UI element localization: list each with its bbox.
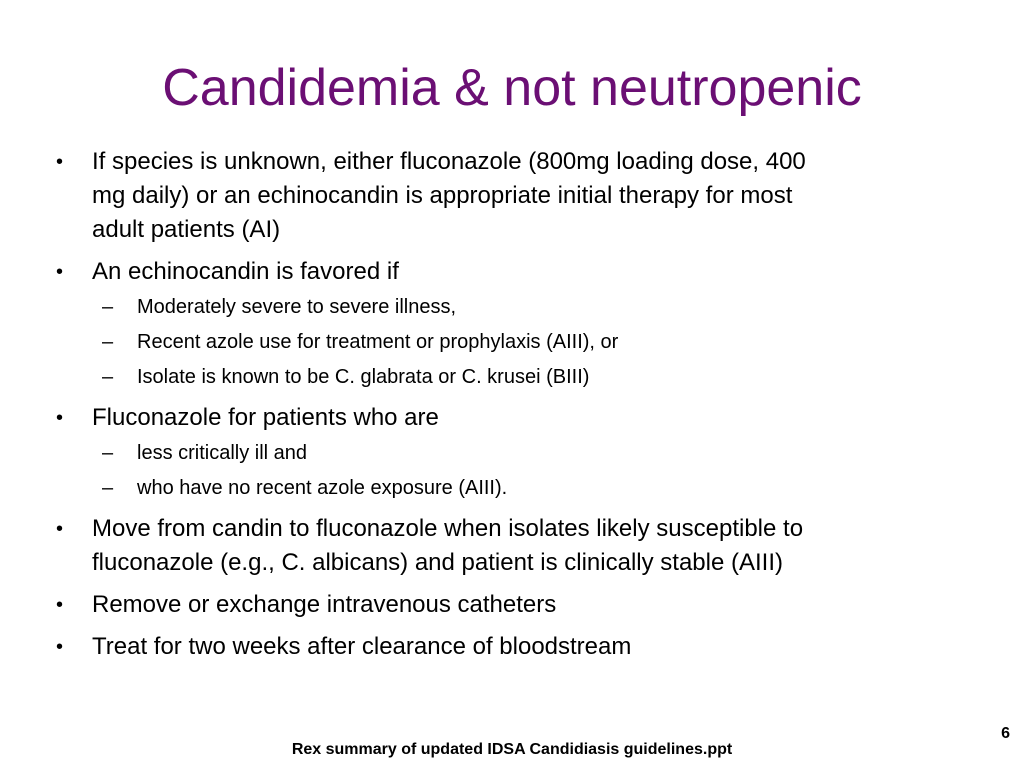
bullet-item xyxy=(56,630,956,664)
sub-bullet-item xyxy=(56,471,956,506)
bullet-icon: • xyxy=(56,636,64,658)
sub-bullet-item xyxy=(56,360,956,395)
dash-icon: – xyxy=(102,331,114,353)
dash-icon: – xyxy=(102,296,114,318)
sub-bullet-text: less critically ill and xyxy=(137,442,308,464)
sub-bullet-list xyxy=(56,436,956,506)
dash-icon: – xyxy=(102,366,114,388)
dash-icon: – xyxy=(102,442,114,464)
bullet-line: Fluconazole for patients who are xyxy=(92,404,439,431)
sub-bullet-item xyxy=(56,436,956,471)
dash-icon: – xyxy=(102,477,114,499)
bullet-line: Move from candin to fluconazole when isolates likely susceptible to xyxy=(92,515,804,542)
bullet-item xyxy=(56,255,956,289)
bullet-list xyxy=(56,145,956,672)
bullet-icon: • xyxy=(56,518,64,540)
bullet-item xyxy=(56,145,956,247)
sub-bullet-text: who have no recent azole exposure (AIII). xyxy=(137,477,508,499)
bullet-line: Remove or exchange intravenous catheters xyxy=(92,591,557,618)
sub-bullet-text: Isolate is known to be C. glabrata or C. krusei (BIII) xyxy=(137,366,590,388)
bullet-line: Treat for two weeks after clearance of bloodstream xyxy=(92,633,632,660)
bullet-icon: • xyxy=(56,407,64,429)
sub-bullet-text: Recent azole use for treatment or prophylaxis (AIII), or xyxy=(137,331,619,353)
bullet-line: adult patients (AI) xyxy=(92,216,281,243)
sub-bullet-item xyxy=(56,325,956,360)
bullet-icon: • xyxy=(56,594,64,616)
slide-title: Candidemia & not neutropenic xyxy=(162,59,862,117)
bullet-line: mg daily) or an echinocandin is appropriate initial therapy for most xyxy=(92,182,793,209)
bullet-line: An echinocandin is favored if xyxy=(92,258,399,285)
bullet-item xyxy=(56,401,956,435)
sub-bullet-text: Moderately severe to severe illness, xyxy=(137,296,457,318)
bullet-icon: • xyxy=(56,151,64,173)
bullet-line: If species is unknown, either fluconazole (800mg loading dose, 400 xyxy=(92,148,806,175)
page-number: 6 xyxy=(1001,725,1010,742)
bullet-icon: • xyxy=(56,261,64,283)
bullet-item xyxy=(56,588,956,622)
sub-bullet-item xyxy=(56,290,956,325)
bullet-item xyxy=(56,512,956,580)
slide-footer: Rex summary of updated IDSA Candidiasis guidelines.ppt xyxy=(291,741,733,758)
bullet-line: fluconazole (e.g., C. albicans) and patient is clinically stable (AIII) xyxy=(92,549,783,576)
sub-bullet-list xyxy=(56,290,956,395)
